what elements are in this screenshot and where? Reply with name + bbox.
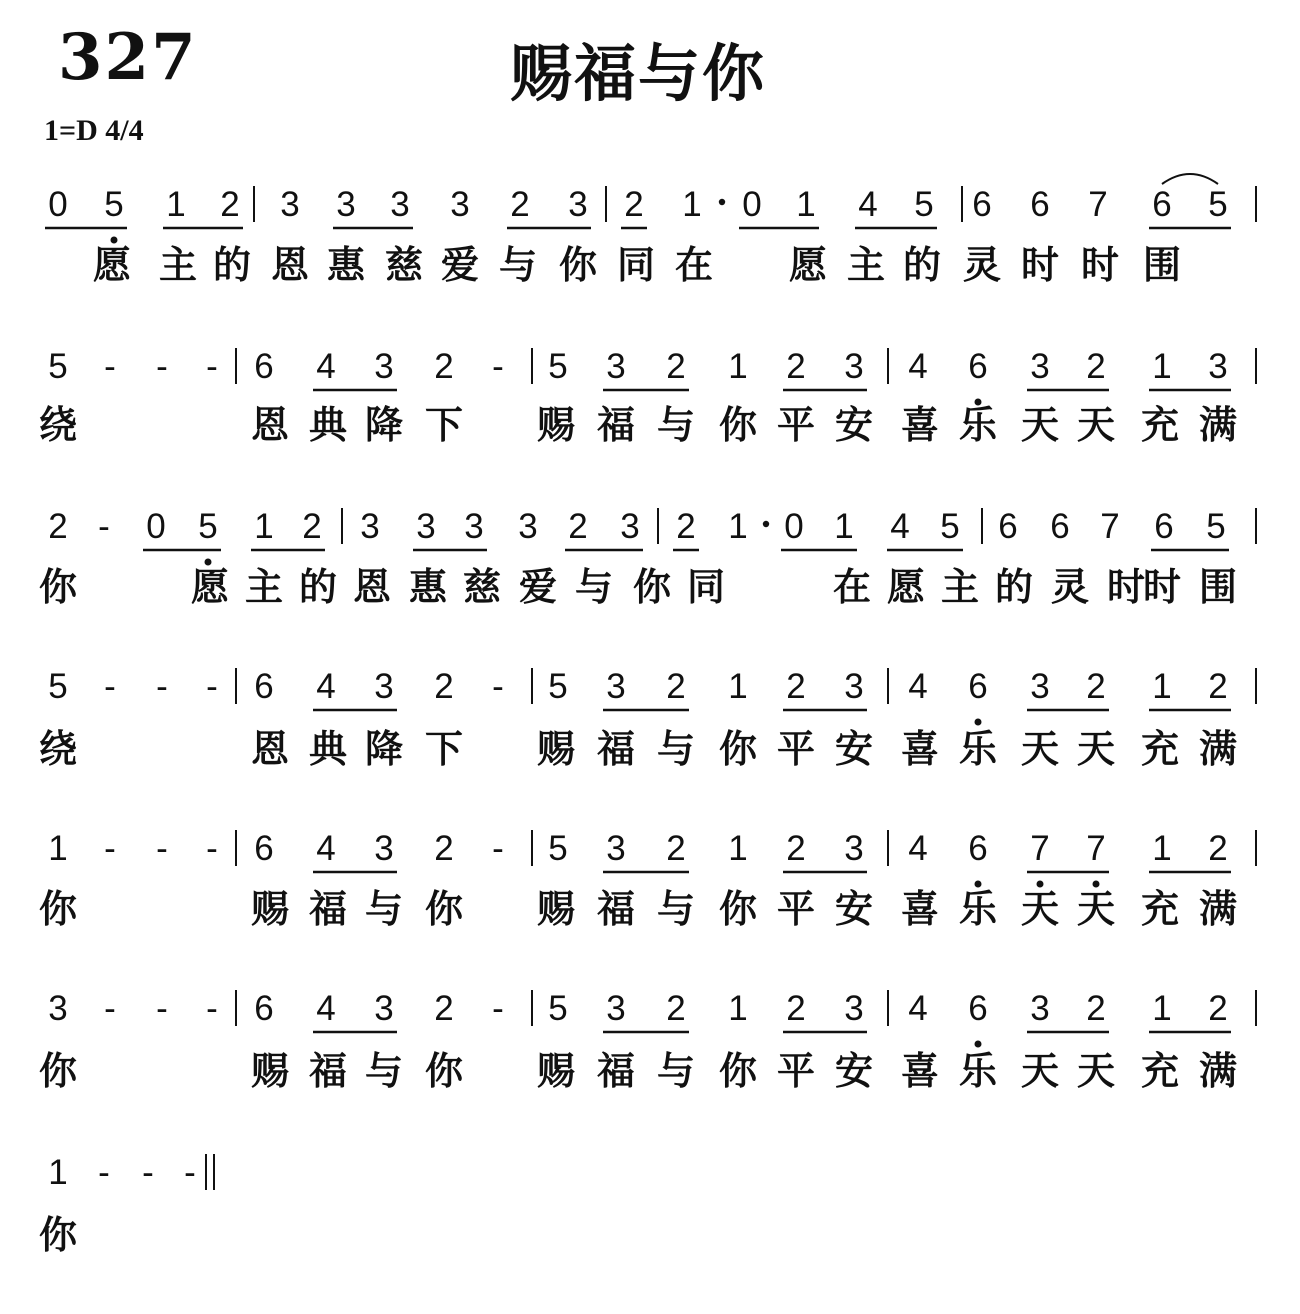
hold-dash: - xyxy=(492,829,504,868)
note: 4 xyxy=(890,507,910,546)
lyric-char: 时 xyxy=(1142,565,1182,609)
lyric-char: 绕 xyxy=(38,727,78,771)
note: 4 xyxy=(316,347,336,386)
lyric-char: 你 xyxy=(718,1049,758,1093)
note: 6 xyxy=(968,667,988,706)
note: 7 xyxy=(1100,507,1120,546)
note: 2 xyxy=(1208,989,1228,1028)
lyric-char: 满 xyxy=(1198,887,1238,931)
lyric-char: 天 xyxy=(1076,887,1116,931)
lyric-char: 天 xyxy=(1076,403,1116,447)
lower-octave-dot xyxy=(975,1041,982,1048)
note: 1 xyxy=(48,829,68,868)
note: 7 xyxy=(1086,829,1106,868)
lyric-char: 降 xyxy=(364,403,404,447)
note: 2 xyxy=(568,507,588,546)
note: 1 xyxy=(1152,347,1172,386)
note: 0 xyxy=(146,507,166,546)
note: 5 xyxy=(1206,507,1226,546)
key-signature: 1=D 4/4 xyxy=(44,114,144,147)
note: 6 xyxy=(254,989,274,1028)
note: 1 xyxy=(1152,989,1172,1028)
lyric-char: 降 xyxy=(364,727,404,771)
hold-dash: - xyxy=(104,989,116,1028)
lyric-char: 乐 xyxy=(958,887,998,931)
note: 6 xyxy=(968,829,988,868)
note: 6 xyxy=(1050,507,1070,546)
hold-dash: - xyxy=(104,347,116,386)
lyric-char: 平 xyxy=(776,887,816,931)
lyric-char: 喜 xyxy=(900,887,940,931)
hymn-number: 327 xyxy=(58,20,198,95)
lyric-char: 满 xyxy=(1198,727,1238,771)
note: 3 xyxy=(464,507,484,546)
lyric-char: 惠 xyxy=(326,243,366,287)
hold-dash: - xyxy=(492,667,504,706)
lyric-char: 你 xyxy=(38,887,78,931)
note: 3 xyxy=(390,185,410,224)
lyric-char: 的 xyxy=(994,565,1034,609)
note: 5 xyxy=(548,347,568,386)
lyric-char: 慈 xyxy=(384,243,424,287)
note: 6 xyxy=(968,347,988,386)
note: 4 xyxy=(908,347,928,386)
note: 2 xyxy=(1086,667,1106,706)
lyric-char: 喜 xyxy=(900,403,940,447)
lyric-char: 愿 xyxy=(190,565,230,609)
note: 3 xyxy=(606,667,626,706)
lyric-char: 福 xyxy=(308,887,348,931)
note: 2 xyxy=(786,667,806,706)
hold-dash: - xyxy=(156,989,168,1028)
note: 3 xyxy=(360,507,380,546)
note: 3 xyxy=(606,829,626,868)
lyric-char: 安 xyxy=(834,403,874,447)
note: 1 xyxy=(682,185,702,224)
note: 2 xyxy=(434,829,454,868)
lyric-char: 的 xyxy=(212,243,252,287)
note: 3 xyxy=(1030,989,1050,1028)
note: 2 xyxy=(434,347,454,386)
lyric-char: 福 xyxy=(596,727,636,771)
lyric-char: 与 xyxy=(656,403,696,447)
lyric-char: 赐 xyxy=(250,887,290,931)
lyric-char: 愿 xyxy=(92,243,132,287)
lyric-char: 灵 xyxy=(962,243,1002,287)
note: 4 xyxy=(316,829,336,868)
lyric-char: 乐 xyxy=(958,403,998,447)
note: 3 xyxy=(1030,347,1050,386)
note: 5 xyxy=(548,667,568,706)
lyric-char: 在 xyxy=(674,243,714,287)
lyric-char: 同 xyxy=(686,565,726,609)
lyric-char: 典 xyxy=(308,727,348,771)
lyric-char: 灵 xyxy=(1050,565,1090,609)
lyric-char: 绕 xyxy=(38,403,78,447)
lyric-char: 主 xyxy=(244,565,284,609)
note: 6 xyxy=(1030,185,1050,224)
note: 1 xyxy=(728,989,748,1028)
lyric-char: 充 xyxy=(1140,727,1180,771)
hold-dash: - xyxy=(206,347,218,386)
note: 1 xyxy=(166,185,186,224)
lyric-char: 你 xyxy=(558,243,598,287)
lyric-char: 你 xyxy=(718,727,758,771)
lyric-char: 与 xyxy=(656,887,696,931)
lyric-char: 与 xyxy=(498,243,538,287)
hold-dash: - xyxy=(104,829,116,868)
lyric-char: 天 xyxy=(1076,727,1116,771)
note: 2 xyxy=(676,507,696,546)
note: 3 xyxy=(374,829,394,868)
note: 3 xyxy=(280,185,300,224)
lyric-char: 满 xyxy=(1198,1049,1238,1093)
note: 4 xyxy=(316,989,336,1028)
lyric-char: 的 xyxy=(902,243,942,287)
note: 5 xyxy=(104,185,124,224)
lyric-char: 安 xyxy=(834,1049,874,1093)
lyric-char: 时 xyxy=(1080,243,1120,287)
note: 5 xyxy=(1208,185,1228,224)
hold-dash: - xyxy=(206,667,218,706)
note: 5 xyxy=(48,347,68,386)
note: 3 xyxy=(620,507,640,546)
lyric-char: 同 xyxy=(616,243,656,287)
note: 3 xyxy=(844,829,864,868)
note: 1 xyxy=(728,667,748,706)
hold-dash: - xyxy=(206,989,218,1028)
lyric-char: 充 xyxy=(1140,887,1180,931)
augmentation-dot xyxy=(763,521,769,527)
note: 2 xyxy=(434,667,454,706)
lyric-char: 恩 xyxy=(270,243,310,287)
note: 4 xyxy=(858,185,878,224)
hold-dash: - xyxy=(98,507,110,546)
note: 3 xyxy=(606,347,626,386)
lyric-char: 赐 xyxy=(536,1049,576,1093)
lower-octave-dot xyxy=(975,719,982,726)
tie-arc xyxy=(1162,174,1218,184)
lyric-char: 喜 xyxy=(900,727,940,771)
note: 2 xyxy=(220,185,240,224)
note: 2 xyxy=(1086,347,1106,386)
lyric-char: 满 xyxy=(1198,403,1238,447)
lyric-char: 赐 xyxy=(536,887,576,931)
lyric-char: 围 xyxy=(1142,243,1182,287)
lyric-char: 与 xyxy=(364,887,404,931)
note: 5 xyxy=(914,185,934,224)
note: 6 xyxy=(998,507,1018,546)
note: 2 xyxy=(624,185,644,224)
note: 6 xyxy=(968,989,988,1028)
note: 4 xyxy=(908,829,928,868)
note: 6 xyxy=(1154,507,1174,546)
lyric-char: 愿 xyxy=(886,565,926,609)
note: 3 xyxy=(568,185,588,224)
note: 3 xyxy=(48,989,68,1028)
note: 2 xyxy=(510,185,530,224)
lyric-char: 你 xyxy=(718,887,758,931)
lyric-char: 围 xyxy=(1198,565,1238,609)
note: 1 xyxy=(1152,667,1172,706)
note: 5 xyxy=(198,507,218,546)
note: 2 xyxy=(1086,989,1106,1028)
hold-dash: - xyxy=(98,1153,110,1192)
note: 3 xyxy=(374,989,394,1028)
lyric-char: 在 xyxy=(832,565,872,609)
lyric-char: 下 xyxy=(424,727,464,771)
lyric-char: 愿 xyxy=(788,243,828,287)
note: 3 xyxy=(606,989,626,1028)
note: 2 xyxy=(48,507,68,546)
lyric-char: 慈 xyxy=(462,565,502,609)
lyric-char: 的 xyxy=(298,565,338,609)
note: 2 xyxy=(1208,667,1228,706)
lyric-char: 天 xyxy=(1020,887,1060,931)
note: 1 xyxy=(796,185,816,224)
lyric-char: 时 xyxy=(1020,243,1060,287)
lyric-char: 主 xyxy=(846,243,886,287)
lyric-char: 典 xyxy=(308,403,348,447)
lyric-char: 爱 xyxy=(518,565,558,609)
lyric-char: 安 xyxy=(834,887,874,931)
lyric-char: 天 xyxy=(1020,403,1060,447)
note: 4 xyxy=(908,989,928,1028)
hold-dash: - xyxy=(104,667,116,706)
lyric-char: 福 xyxy=(308,1049,348,1093)
note: 6 xyxy=(254,667,274,706)
lyric-char: 主 xyxy=(158,243,198,287)
lyric-char: 下 xyxy=(424,403,464,447)
note: 5 xyxy=(940,507,960,546)
note: 6 xyxy=(1152,185,1172,224)
hold-dash: - xyxy=(184,1153,196,1192)
note: 2 xyxy=(666,347,686,386)
note: 3 xyxy=(336,185,356,224)
lyric-char: 乐 xyxy=(958,727,998,771)
lyric-char: 你 xyxy=(424,1049,464,1093)
note: 2 xyxy=(302,507,322,546)
lyric-char: 与 xyxy=(364,1049,404,1093)
lyric-char: 福 xyxy=(596,1049,636,1093)
augmentation-dot xyxy=(719,199,725,205)
lyric-char: 安 xyxy=(834,727,874,771)
lyric-char: 你 xyxy=(38,1213,78,1257)
note: 2 xyxy=(1208,829,1228,868)
note: 5 xyxy=(48,667,68,706)
lyric-char: 乐 xyxy=(958,1049,998,1093)
note: 3 xyxy=(844,667,864,706)
note: 4 xyxy=(908,667,928,706)
note: 4 xyxy=(316,667,336,706)
lyric-char: 平 xyxy=(776,403,816,447)
hold-dash: - xyxy=(492,989,504,1028)
lyric-char: 你 xyxy=(38,565,78,609)
lyric-char: 你 xyxy=(38,1049,78,1093)
hold-dash: - xyxy=(156,829,168,868)
note: 1 xyxy=(48,1153,68,1192)
lyric-char: 爱 xyxy=(440,243,480,287)
note: 2 xyxy=(434,989,454,1028)
note: 7 xyxy=(1088,185,1108,224)
lyric-char: 主 xyxy=(940,565,980,609)
lyric-char: 福 xyxy=(596,887,636,931)
lyric-char: 平 xyxy=(776,727,816,771)
note: 1 xyxy=(254,507,274,546)
lyric-char: 与 xyxy=(656,1049,696,1093)
lyric-char: 你 xyxy=(718,403,758,447)
lyric-char: 赐 xyxy=(536,403,576,447)
note: 6 xyxy=(254,347,274,386)
note: 3 xyxy=(518,507,538,546)
hold-dash: - xyxy=(156,667,168,706)
note: 6 xyxy=(254,829,274,868)
lyric-char: 喜 xyxy=(900,1049,940,1093)
lyric-char: 平 xyxy=(776,1049,816,1093)
lyric-char: 赐 xyxy=(536,727,576,771)
lyric-char: 天 xyxy=(1020,727,1060,771)
lyric-char: 时 xyxy=(1106,565,1146,609)
hold-dash: - xyxy=(142,1153,154,1192)
note: 0 xyxy=(48,185,68,224)
hold-dash: - xyxy=(206,829,218,868)
note: 3 xyxy=(844,347,864,386)
note: 0 xyxy=(742,185,762,224)
note: 2 xyxy=(786,829,806,868)
note: 2 xyxy=(786,347,806,386)
note: 6 xyxy=(972,185,992,224)
lyric-char: 天 xyxy=(1020,1049,1060,1093)
hold-dash: - xyxy=(492,347,504,386)
note: 3 xyxy=(844,989,864,1028)
note: 1 xyxy=(834,507,854,546)
hold-dash: - xyxy=(156,347,168,386)
lyric-char: 恩 xyxy=(250,727,290,771)
lyric-char: 你 xyxy=(632,565,672,609)
note: 2 xyxy=(786,989,806,1028)
lyric-char: 你 xyxy=(424,887,464,931)
lyric-char: 天 xyxy=(1076,1049,1116,1093)
lyric-char: 恩 xyxy=(352,565,392,609)
lyric-char: 充 xyxy=(1140,403,1180,447)
note: 5 xyxy=(548,829,568,868)
note: 1 xyxy=(1152,829,1172,868)
lyric-char: 充 xyxy=(1140,1049,1180,1093)
note: 3 xyxy=(1208,347,1228,386)
lyric-char: 与 xyxy=(574,565,614,609)
note: 7 xyxy=(1030,829,1050,868)
lyric-char: 赐 xyxy=(250,1049,290,1093)
lyric-char: 福 xyxy=(596,403,636,447)
note: 3 xyxy=(374,347,394,386)
note: 3 xyxy=(416,507,436,546)
note: 1 xyxy=(728,507,748,546)
note: 2 xyxy=(666,829,686,868)
note: 5 xyxy=(548,989,568,1028)
hymn-title: 赐福与你 xyxy=(510,37,767,110)
note: 0 xyxy=(784,507,804,546)
note: 3 xyxy=(1030,667,1050,706)
note: 1 xyxy=(728,829,748,868)
note: 3 xyxy=(450,185,470,224)
lyric-char: 惠 xyxy=(408,565,448,609)
lyric-char: 与 xyxy=(656,727,696,771)
note: 3 xyxy=(374,667,394,706)
note: 2 xyxy=(666,989,686,1028)
lyric-char: 恩 xyxy=(250,403,290,447)
note: 2 xyxy=(666,667,686,706)
note: 1 xyxy=(728,347,748,386)
